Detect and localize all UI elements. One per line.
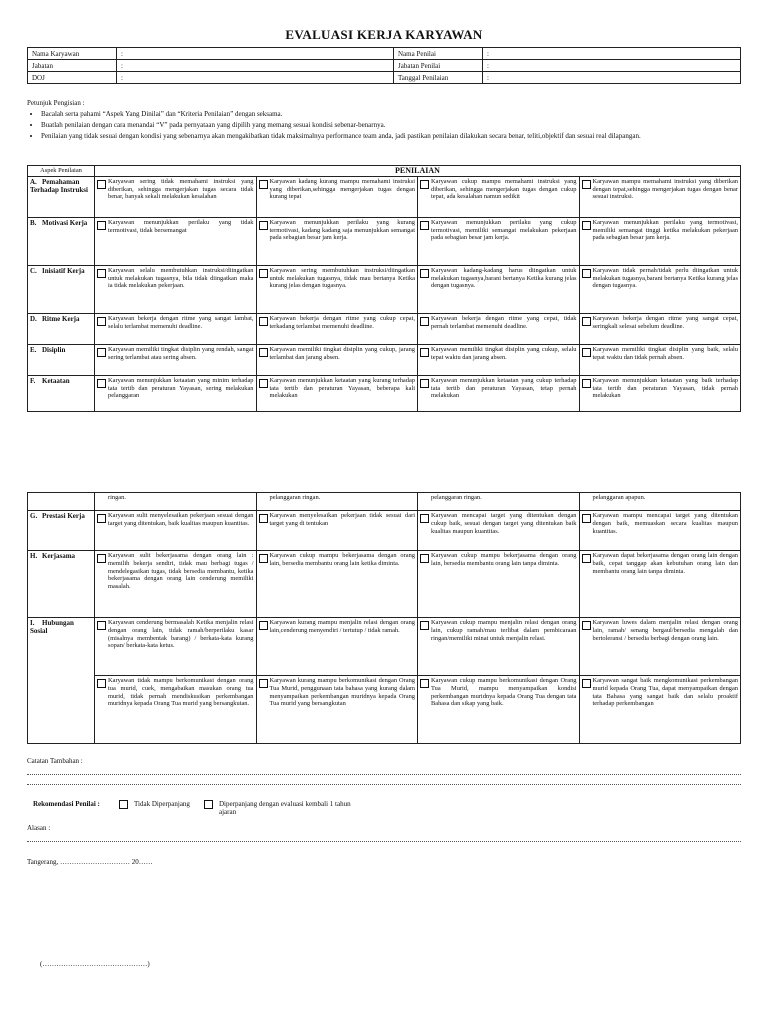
criteria-cell <box>579 511 741 551</box>
criteria-checkbox[interactable] <box>582 514 591 523</box>
criteria-text: Karyawan tidak pernah/tidak perlu diingatkan untuk melakukan tugasnya,barani bertanya Ketika kurang jelas dengan tugasnya. <box>592 266 738 290</box>
criteria-text: Karyawan sulit menyelesaikan pekerjaan sesuai dengan target yang ditentukan, baik kualitas maupun kuantitas. <box>108 512 254 527</box>
aspek-key: I. <box>30 619 35 627</box>
criteria-cell <box>95 676 257 744</box>
aspek-name: Prestasi Kerja <box>42 512 85 520</box>
criteria-cell <box>418 265 580 313</box>
aspek-key: G. <box>30 512 38 520</box>
criteria-text: Karyawan dapat bekerjasama dengan orang lain dengan baik, cepat tanggap akan kebutuhan orang lain dan membantu orang lain tanpa diminta. <box>592 552 738 575</box>
criteria-checkbox[interactable] <box>420 514 429 523</box>
criteria-text: Karyawan menunjukkan ketaatan yang baik terhadap tata tertib dan peraturan Yayasan, tidak pernah melakukan <box>592 376 738 400</box>
criteria-cell <box>418 375 580 411</box>
instruction-item: • Buatlah penilaian dengan cara menandai “V” pada pernyataan yang dipilih yang memang sesuai kondisi sebenar-benarnya. <box>41 121 741 130</box>
table-row <box>28 344 741 375</box>
criteria-checkbox[interactable] <box>582 621 591 630</box>
criteria-text: Karyawan menunjukkan perilaku yang kurang termotivasi, kadang kadang saja menunjukkan semangat pada sebagian besar jam kerja. <box>269 218 415 242</box>
notes-line[interactable] <box>27 775 741 785</box>
criteria-checkbox[interactable] <box>259 180 268 189</box>
tanggal-penilaian-field[interactable]: : <box>483 72 741 84</box>
criteria-text: Karyawan menunjukkan perilaku yang tidak termotivasi, tidak bersemangat <box>108 218 254 234</box>
criteria-text: Karyawan selalu membutuhkan instruksi/diingatkan untuk melakukan tugasnya, bila tidak diingatkan maka ia tidak melakukan pekerjaan. <box>108 266 254 290</box>
criteria-text: Karyawan menunjukkan perilaku yang cukup termotivasi, memiliki semangat melakukan pekerjaan pada sebagian besar jam kerja. <box>431 218 577 242</box>
criteria-text: Karyawan sering membutuhkan instruksi/diingatkan untuk melakukan tugasnya, tidak mau bertanya Ketika kurang jelas dengan tugasnya. <box>269 266 415 290</box>
criteria-cell <box>95 375 257 411</box>
criteria-text: Karyawan cukup mampu memahami instruksi yang diberikan, sehingga mengerjakan tugas dengan cukup tepat, ada kesalahan namun sedikit <box>431 177 577 201</box>
aspek-key: A. <box>30 177 37 186</box>
table-row <box>28 265 741 313</box>
criteria-text: pelanggaran ringan. <box>269 494 321 501</box>
criteria-cell <box>579 344 741 375</box>
nama-penilai-label: Nama Penilai <box>394 48 483 60</box>
criteria-cell <box>256 265 418 313</box>
criteria-checkbox[interactable] <box>420 221 429 230</box>
criteria-checkbox[interactable] <box>97 348 106 357</box>
criteria-cell <box>95 265 257 313</box>
criteria-text: Karyawan kurang mampu berkomunikasi dengan Orang Tua Murid, penggunaan tata bahasa yang kurang dalam menyampaikan perkembangan muridnya kepada Orang Tua murid yang bersangkutan <box>269 677 415 708</box>
table-row <box>28 375 741 411</box>
criteria-text: Karyawan bekerja dengan ritme yang sangat lambat, selalu terlambat memenuhi deadline. <box>108 314 254 330</box>
tanggal-penilaian-label: Tanggal Penilaian <box>394 72 483 84</box>
criteria-text: Karyawan memiliki tingkat disiplin yang cukup, jarang terlambat dan jarang absen. <box>269 345 415 361</box>
aspek-key: C. <box>30 266 37 275</box>
aspek-cell <box>28 217 95 265</box>
criteria-checkbox[interactable] <box>259 269 268 278</box>
page-title: EVALUASI KERJA KARYAWAN <box>285 27 483 42</box>
rekomendasi-section <box>33 800 533 816</box>
alasan-label: Alasan : <box>27 824 51 832</box>
criteria-text: Karyawan sering tidak memahami instruksi yang diberikan, sehingga mengerjakan tugas secara tidak benar, banyak sekali melakukan kesalahan <box>108 177 254 201</box>
criteria-checkbox[interactable] <box>582 180 591 189</box>
criteria-text: Karyawan bekerja dengan ritme yang cepat, tidak pernah terlambat memenuhi deadline. <box>431 314 577 330</box>
criteria-cell <box>95 217 257 265</box>
penilaian-header: PENILAIAN <box>95 166 741 177</box>
nama-karyawan-label: Nama Karyawan <box>28 48 117 60</box>
criteria-text: pelanggaran apapun. <box>592 494 646 501</box>
aspek-name: Ketaatan <box>42 376 70 385</box>
criteria-cell <box>256 676 418 744</box>
criteria-checkbox[interactable] <box>582 221 591 230</box>
nama-penilai-field[interactable]: : <box>483 48 741 60</box>
criteria-text: Karyawan cukup mampu berkomunikasi dengan Orang Tua Murid, mampu menyampaikan kondisi perkembangan muridnya kepada Orang Tua dengan tata Bahasa dan sikap yang baik. <box>431 677 577 708</box>
additional-notes <box>27 757 741 785</box>
criteria-text: Karyawan sulit bekerjasama dengan orang lain : memilih bekerja sendiri, tidak mau berbagi tugas / mendelegasikan tugas, tidak bersedia membantu, ketika bekerjasama dengan orang lain cenderung memiliki masalah. <box>108 552 254 591</box>
criteria-cell <box>579 217 741 265</box>
table-row <box>28 511 741 551</box>
jabatan-penilai-label: Jabatan Penilai <box>394 60 483 72</box>
criteria-checkbox[interactable] <box>97 514 106 523</box>
aspek-name: Kerjasama <box>42 552 76 560</box>
criteria-cell <box>95 493 257 511</box>
criteria-checkbox[interactable] <box>259 679 268 688</box>
criteria-cell <box>95 551 257 618</box>
criteria-text: Karyawan menunjukkan ketaatan yang kurang terhadap tata tertib dan peraturan Yayasan, beberapa kali melakukan <box>269 376 415 400</box>
aspek-name: Motivasi Kerja <box>42 218 88 227</box>
criteria-cell <box>579 176 741 217</box>
criteria-checkbox[interactable] <box>259 379 268 388</box>
criteria-cell <box>256 344 418 375</box>
notes-line[interactable] <box>27 765 741 775</box>
criteria-text: pelanggaran ringan. <box>431 494 482 501</box>
criteria-checkbox[interactable] <box>420 180 429 189</box>
criteria-checkbox[interactable] <box>97 679 106 688</box>
signature-line: (………………………………………) <box>40 960 150 968</box>
criteria-text: ringan. <box>108 494 126 501</box>
rekomendasi-label: Rekomendasi Penilai : <box>33 800 100 808</box>
criteria-text: Karyawan kurang mampu menjalin relasi dengan orang lain,cenderung menyendiri / tertutup / tidak ramah. <box>269 619 415 634</box>
assessment-table-page2 <box>27 492 741 744</box>
aspek-cell <box>28 344 95 375</box>
jabatan-label: Jabatan <box>28 60 117 72</box>
criteria-checkbox[interactable] <box>259 348 268 357</box>
criteria-checkbox[interactable] <box>259 554 268 563</box>
criteria-cell <box>95 511 257 551</box>
criteria-text: Karyawan mencapai target yang ditentukan dengan cukup baik, sesuai dengan target yang ditentukan baik kualitas maupun kuantitas. <box>431 512 577 535</box>
diperpanjang-label: Diperpanjang dengan evaluasi kembali 1 tahun ajaran <box>219 800 351 816</box>
aspek-cell <box>28 618 95 744</box>
instructions-heading: Petunjuk Pengisian : <box>27 99 85 107</box>
aspek-name: Disiplin <box>42 345 66 354</box>
instruction-item: • Penilaian yang tidak sesuai dengan kondisi yang sebenarnya akan mengakibatkan tidak maksimalnya performance team anda, jadi pastikan penilaian dilakukan secara benar, teliti,objektif dan sesuai real dilapangan. <box>41 132 741 141</box>
aspek-key: E. <box>30 345 37 354</box>
criteria-text: Karyawan cukup mampu menjalin relasi dengan orang lain, cukup ramah/mau terlibat dalam pembicaraan ringan/memiliki minat untuk menjalin relasi. <box>431 619 577 642</box>
criteria-text: Karyawan kadang kurang mampu memahami instruksi yang diberikan,sehingga mengerjakan tugas dengan kurang tepat <box>269 177 415 201</box>
criteria-checkbox[interactable] <box>259 514 268 523</box>
criteria-checkbox[interactable] <box>259 221 268 230</box>
criteria-text: Karyawan cukup mampu bekerjasama dengan orang lain, bersedia membantu orang lain ketika diminta. <box>269 552 415 567</box>
table-row <box>28 618 741 676</box>
criteria-checkbox[interactable] <box>259 621 268 630</box>
criteria-text: Karyawan mampu memahami instruksi yang diberikan dengan tepat,sehingga mengerjakan tugas dengan benar sesuai instruksi. <box>592 177 738 201</box>
criteria-checkbox[interactable] <box>420 269 429 278</box>
diperpanjang-checkbox[interactable] <box>204 800 213 809</box>
alasan-section <box>27 824 741 842</box>
criteria-text: Karyawan menunjukkan ketaatan yang cukup terhadap tata tertib dan peraturan Yayasan, tetap pernah melakukan <box>431 376 577 400</box>
aspek-cell <box>28 265 95 313</box>
aspek-cell <box>28 511 95 551</box>
criteria-text: Karyawan menyelesaikan pekerjaan tidak sesuai dari target yang di tentukan <box>269 512 415 527</box>
table-row <box>28 551 741 618</box>
aspek-key: H. <box>30 552 38 560</box>
tidak-diperpanjang-checkbox[interactable] <box>119 800 128 809</box>
criteria-text: Karyawan mampu mencapai target yang ditentukan dengan baik, memuaskan secara kualitas maupun kuantitas. <box>592 512 738 535</box>
criteria-text: Karyawan sangat baik mengkomunikasi perkembangan murid kepada Orang Tua, dapat menyampaikan dengan tata Bahasa yang sangat baik dan selalu proaktif terhadap perkembangan <box>592 677 738 708</box>
tangerang-date: Tangerang, ………………………… 20…… <box>27 858 153 866</box>
criteria-text: Karyawan memiliki tingkat disiplin yang baik, selalu tepat waktu dan tidak pernah absen. <box>592 345 738 361</box>
criteria-cell <box>95 176 257 217</box>
criteria-text: Karyawan cukup mampu bekerjasama dengan orang lain, bersedia membantu orang lain tanpa diminta. <box>431 552 577 567</box>
alasan-line[interactable] <box>27 832 741 842</box>
criteria-cell <box>418 676 580 744</box>
aspek-key: F. <box>30 376 36 385</box>
jabatan-field[interactable]: : <box>117 60 394 72</box>
criteria-checkbox[interactable] <box>97 379 106 388</box>
header-info-table <box>27 47 741 84</box>
doj-label: DOJ <box>28 72 117 84</box>
criteria-checkbox[interactable] <box>582 379 591 388</box>
criteria-cell <box>95 344 257 375</box>
criteria-cell <box>256 176 418 217</box>
criteria-cell <box>418 313 580 344</box>
aspek-cell <box>28 176 95 217</box>
aspek-header: Aspek Penilaian <box>28 166 95 177</box>
criteria-cell <box>256 217 418 265</box>
criteria-cell <box>579 676 741 744</box>
criteria-checkbox[interactable] <box>582 679 591 688</box>
criteria-checkbox[interactable] <box>97 269 106 278</box>
criteria-cell <box>418 493 580 511</box>
instruction-item: • Bacalah serta pahami “Aspek Yang Dinilai” dan “Kriteria Penilaian” dengan seksama. <box>41 110 741 119</box>
assessment-table-page1 <box>27 165 741 412</box>
criteria-cell <box>579 265 741 313</box>
criteria-cell <box>579 551 741 618</box>
tidak-diperpanjang-label: Tidak Diperpanjang <box>134 800 190 808</box>
criteria-checkbox[interactable] <box>97 554 106 563</box>
criteria-text: Karyawan tidak mampu berkomunikasi dengan orang tua murid, cuek, mengabaikan masukan orang tua murid, tidak pernah mendiskusikan perkembangan muridnya kepada Orang Tua murid yang bersangkutan. <box>108 677 254 708</box>
criteria-checkbox[interactable] <box>582 554 591 563</box>
aspek-cell <box>28 493 95 511</box>
aspek-name: Inisiatif Kerja <box>42 266 85 275</box>
criteria-checkbox[interactable] <box>259 317 268 326</box>
aspek-cell <box>28 375 95 411</box>
criteria-checkbox[interactable] <box>420 679 429 688</box>
criteria-checkbox[interactable] <box>97 221 106 230</box>
criteria-checkbox[interactable] <box>97 317 106 326</box>
table-row <box>28 217 741 265</box>
criteria-checkbox[interactable] <box>582 269 591 278</box>
criteria-checkbox[interactable] <box>582 348 591 357</box>
criteria-checkbox[interactable] <box>420 348 429 357</box>
criteria-text: Karyawan menunjukkan perilaku yang termotivasi, memiliki semangat tinggi ketika melakukan pekerjaan pada sebagian besar jam kerja. <box>592 218 738 242</box>
notes-label: Catatan Tambahan : <box>27 757 83 765</box>
aspek-key: B. <box>30 218 37 227</box>
nama-karyawan-field[interactable]: : <box>117 48 394 60</box>
criteria-cell <box>256 493 418 511</box>
criteria-checkbox[interactable] <box>420 621 429 630</box>
criteria-text: Karyawan cenderung bermasalah Ketika menjalin relasi dengan orang lain, tidak ramah/berperilaku kasar (misalnya membentak barang) / berkata-kata kurang sopan/ berkata-kata ketus. <box>108 619 254 650</box>
criteria-checkbox[interactable] <box>97 180 106 189</box>
aspek-cell <box>28 313 95 344</box>
criteria-cell <box>579 618 741 676</box>
criteria-checkbox[interactable] <box>97 621 106 630</box>
criteria-text: Karyawan luwes dalam menjalin relasi dengan orang lain, ramah/ senang bergaul/bersedia mengalah dan bertoleransi / bersedia berbagi dengan orang lain. <box>592 619 738 642</box>
criteria-cell <box>256 511 418 551</box>
criteria-cell <box>256 551 418 618</box>
criteria-cell <box>256 618 418 676</box>
criteria-cell <box>418 176 580 217</box>
aspek-name: Ritme Kerja <box>42 314 80 323</box>
criteria-cell <box>256 375 418 411</box>
criteria-cell <box>95 313 257 344</box>
aspek-cell <box>28 551 95 618</box>
criteria-cell <box>579 313 741 344</box>
table-row <box>28 176 741 217</box>
criteria-cell <box>95 618 257 676</box>
criteria-cell <box>418 217 580 265</box>
table-row-continuation <box>28 493 741 511</box>
criteria-text: Karyawan bekerja dengan ritme yang cukup cepat, terkadang terlambat memenuhi deadline. <box>269 314 415 330</box>
criteria-checkbox[interactable] <box>420 379 429 388</box>
criteria-text: Karyawan bekerja dengan ritme yang sangat cepat, seringkali selesai sebelum deadline. <box>592 314 738 330</box>
criteria-cell <box>418 344 580 375</box>
aspek-key: D. <box>30 314 37 323</box>
jabatan-penilai-field[interactable]: : <box>483 60 741 72</box>
criteria-checkbox[interactable] <box>420 317 429 326</box>
criteria-checkbox[interactable] <box>420 554 429 563</box>
criteria-checkbox[interactable] <box>582 317 591 326</box>
criteria-cell <box>256 313 418 344</box>
criteria-text: Karyawan kadang-kadang harus diingatkan untuk melakukan tugasnya,barani bertanya Ketika kurang jelas dengan tugasnya. <box>431 266 577 290</box>
criteria-cell <box>418 511 580 551</box>
aspek-name: Hubungan Sosial <box>30 619 74 635</box>
criteria-cell <box>418 551 580 618</box>
table-row <box>28 676 741 744</box>
criteria-text: Karyawan memiliki tingkat disiplin yang cukup, selalu tepat waktu dan jarang absen. <box>431 345 577 361</box>
criteria-text: Karyawan memiliki tingkat disiplin yang rendah, sangat sering terlambat atau sering absen. <box>108 345 254 361</box>
criteria-cell <box>579 493 741 511</box>
criteria-text: Karyawan menunjukkan ketaatan yang minim terhadap tata tertib dan peraturan Yayasan, sering melakukan pelanggaran <box>108 376 254 400</box>
doj-field[interactable]: : <box>117 72 394 84</box>
aspek-name: Pemahaman Terhadap Instruksi <box>30 177 88 194</box>
criteria-cell <box>579 375 741 411</box>
instructions <box>27 99 741 143</box>
table-row <box>28 313 741 344</box>
criteria-cell <box>418 618 580 676</box>
